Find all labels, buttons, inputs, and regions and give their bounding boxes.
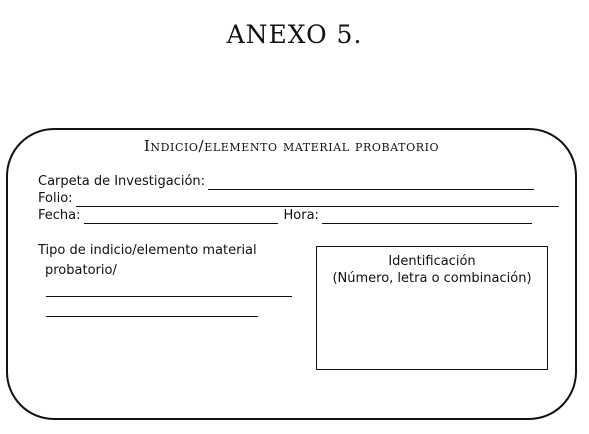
hora-field[interactable] [322,211,532,224]
carpeta-label: Carpeta de Investigación: [38,174,206,189]
card-heading: Indicio/elemento material probatorio [143,137,440,155]
tipo-field-line1[interactable] [46,296,292,297]
identificacion-box[interactable] [316,246,548,370]
folio-row [38,191,559,207]
fecha-hora-row [38,208,532,224]
identificacion-subtitle: (Número, letra o combinación) [332,271,532,286]
carpeta-field[interactable] [208,177,534,190]
identificacion-title: Identificación [388,254,476,269]
annex-title: ANEXO 5. [226,20,363,49]
folio-label: Folio: [38,191,73,206]
fecha-field[interactable] [84,211,278,224]
tipo-label-line2: probatorio/ [45,263,117,278]
fecha-label: Fecha: [38,208,81,223]
carpeta-row [38,174,534,190]
evidence-label-card [6,128,577,420]
folio-field[interactable] [76,194,559,207]
tipo-field-line2[interactable] [46,316,258,317]
hora-label: Hora: [283,208,319,223]
tipo-label-line1: Tipo de indicio/elemento material [38,243,257,258]
